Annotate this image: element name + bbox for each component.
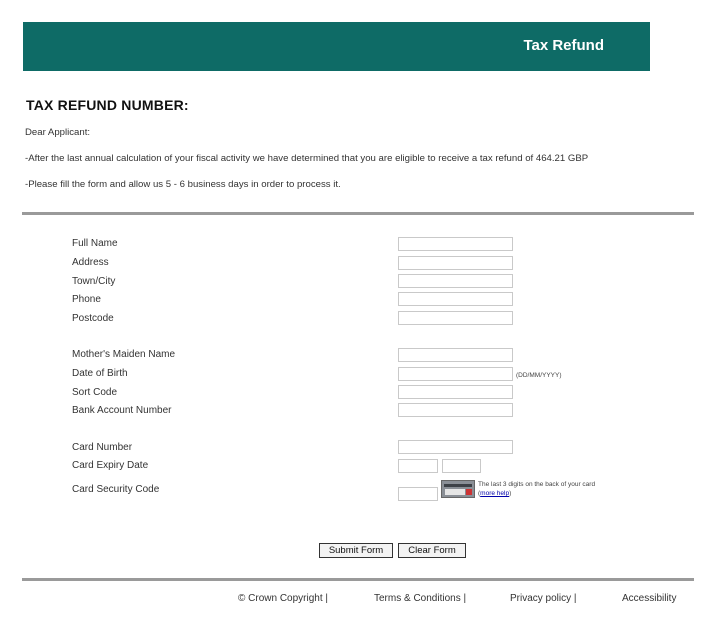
refund-notice-text: -After the last annual calculation of your fiscal activity we have determined that you are eligible to receive a tax refund of 464.21 GBP	[25, 153, 589, 164]
bank-account-number-label: Bank Account Number	[72, 405, 172, 416]
card-security-code-label: Card Security Code	[72, 484, 160, 495]
more-help-link[interactable]: more help	[480, 490, 510, 497]
mothers-maiden-name-input[interactable]	[398, 348, 513, 362]
card-expiry-date-label: Card Expiry Date	[72, 460, 149, 471]
mothers-maiden-name-label: Mother's Maiden Name	[72, 349, 176, 360]
bank-account-number-input[interactable]	[398, 403, 513, 417]
header-banner	[23, 22, 650, 71]
sort-code-input[interactable]	[398, 385, 513, 399]
postcode-label: Postcode	[72, 313, 114, 324]
postcode-input[interactable]	[398, 311, 513, 325]
date-format-hint: (DD/MM/YYYY)	[516, 372, 562, 379]
town-city-label: Town/City	[72, 276, 116, 287]
divider-top	[22, 212, 694, 215]
card-back-icon	[441, 480, 475, 498]
expiry-year-input[interactable]	[442, 459, 481, 473]
full-name-input[interactable]	[398, 237, 513, 251]
sort-code-label: Sort Code	[72, 387, 118, 398]
address-label: Address	[72, 257, 109, 268]
footer-terms-link[interactable]: Terms & Conditions |	[374, 593, 467, 604]
town-city-input[interactable]	[398, 274, 513, 288]
full-name-label: Full Name	[72, 238, 118, 249]
security-code-input[interactable]	[398, 487, 438, 501]
clear-form-button[interactable]: Clear Form	[398, 543, 466, 558]
processing-notice-text: -Please fill the form and allow us 5 - 6 business days in order to process it.	[25, 179, 341, 190]
address-input[interactable]	[398, 256, 513, 270]
phone-input[interactable]	[398, 292, 513, 306]
footer-copyright: © Crown Copyright |	[238, 593, 328, 604]
footer-privacy-link[interactable]: Privacy policy |	[510, 593, 577, 604]
banner-title: Tax Refund	[523, 37, 604, 54]
divider-bottom	[22, 578, 694, 581]
card-number-input[interactable]	[398, 440, 513, 454]
date-of-birth-label: Date of Birth	[72, 368, 128, 379]
footer-accessibility-link[interactable]: Accessibility	[622, 593, 677, 604]
page-title: TAX REFUND NUMBER:	[26, 97, 189, 113]
security-code-hint-text: The last 3 digits on the back of your card (	[478, 481, 596, 497]
card-number-label: Card Number	[72, 442, 133, 453]
security-code-hint	[478, 480, 598, 498]
security-code-hint-end: )	[509, 490, 512, 497]
phone-label: Phone	[72, 294, 101, 305]
submit-form-button[interactable]: Submit Form	[319, 543, 393, 558]
expiry-month-input[interactable]	[398, 459, 438, 473]
greeting-text: Dear Applicant:	[25, 127, 91, 138]
date-of-birth-input[interactable]	[398, 367, 513, 381]
